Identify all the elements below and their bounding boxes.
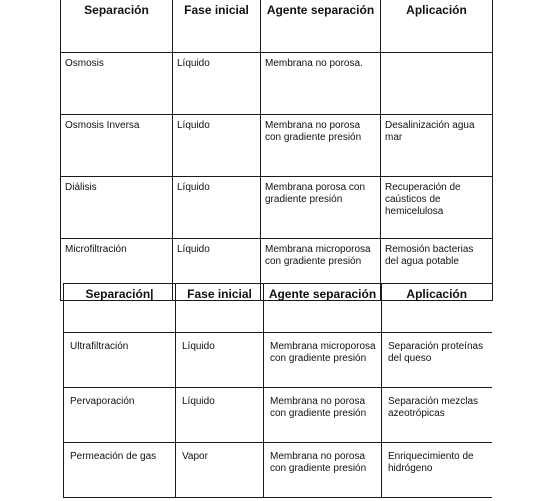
table-cell: Osmosis Inversa: [65, 120, 140, 131]
table-cell: Membrana microporosa con gradiente presión: [265, 244, 371, 267]
table-cell: Separación mezclas azeotrópicas: [388, 396, 479, 419]
separation-table-1: [60, 0, 493, 301]
separation-table-2: [63, 283, 492, 498]
table-cell: Líquido: [182, 396, 215, 407]
table-cell: Pervaporación: [70, 396, 135, 407]
header-cell: Agente separación: [264, 284, 382, 333]
table-cell: Separación proteínas del queso: [388, 341, 484, 364]
header-row: [61, 0, 493, 53]
table-cell: Vapor: [182, 451, 208, 462]
header-row: [64, 284, 492, 333]
header-cell: Agente separación: [261, 0, 381, 53]
header-cell: Fase inicial: [176, 284, 264, 333]
table-cell: Recuperación de caústicos de hemicelulosa: [385, 182, 461, 217]
table-cell: Líquido: [177, 120, 210, 131]
header-cell: Separación: [61, 0, 173, 53]
header-cell: Separación|: [64, 284, 176, 333]
table-row: [61, 53, 493, 115]
table-cell: Permeación de gas: [70, 451, 157, 462]
table-cell: Líquido: [182, 341, 215, 352]
header-cell: Aplicación: [382, 284, 492, 333]
table-row: [64, 443, 492, 498]
header-cell: Aplicación: [381, 0, 493, 53]
table-cell: Líquido: [177, 182, 210, 193]
table-cell: Remosión bacterias del agua potable: [385, 244, 474, 267]
table-row: [64, 388, 492, 443]
table-cell: Microfiltración: [65, 244, 127, 255]
table-cell: Membrana no porosa con gradiente presión: [270, 451, 367, 474]
table-cell: Membrana porosa con gradiente presión: [265, 182, 366, 205]
table-cell: Membrana microporosa con gradiente presión: [270, 341, 376, 364]
table-cell: Ultrafiltración: [70, 341, 129, 352]
header-cell: Fase inicial: [173, 0, 261, 53]
table-cell: Diálisis: [65, 182, 97, 193]
table-cell: Líquido: [177, 58, 210, 69]
table-cell: Membrana no porosa.: [265, 58, 363, 69]
table-cell: Líquido: [177, 244, 210, 255]
table-cell: Membrana no porosa con gradiente presión: [265, 120, 362, 143]
table-cell: Membrana no porosa con gradiente presión: [270, 396, 367, 419]
table-row: [64, 333, 492, 388]
table-cell: Osmosis: [65, 58, 104, 69]
table-cell: Desalinización agua mar: [385, 120, 475, 143]
table-cell: Enriquecimiento de hidrógeno: [388, 451, 474, 474]
table-row: [61, 115, 493, 177]
table-row: [61, 177, 493, 239]
